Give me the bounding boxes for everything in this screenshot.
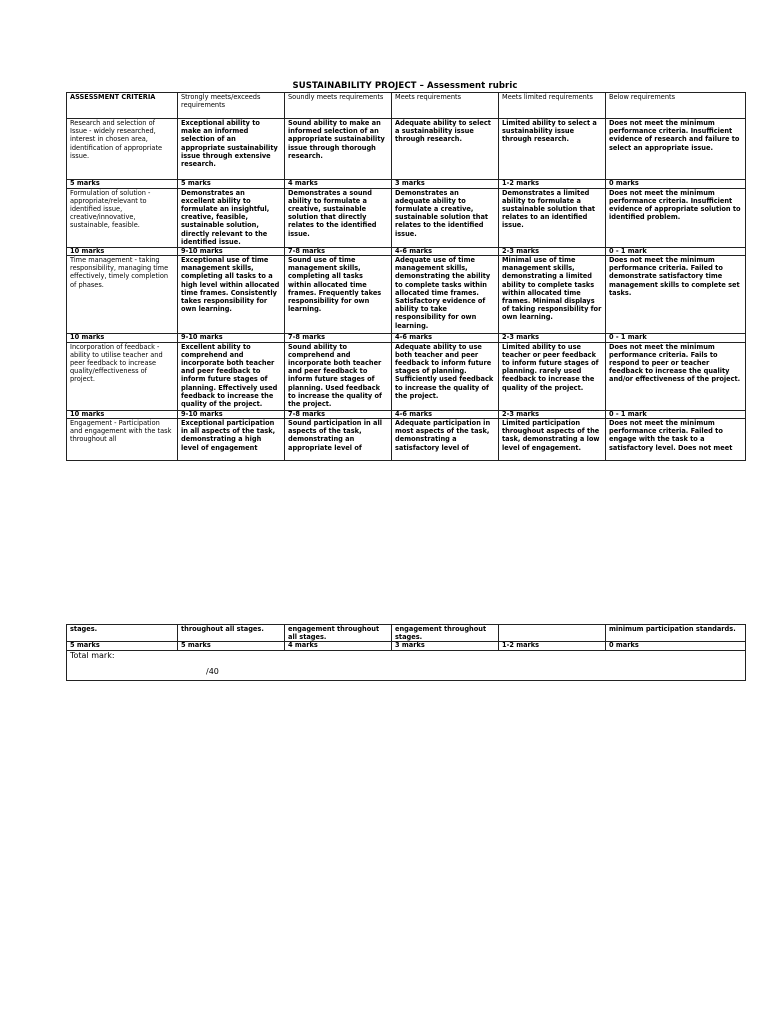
marks-cell: 0 - 1 mark [606,247,746,256]
descriptor-cell: Sound use of time management skills, completing all tasks within allocated time frames. Frequently takes responsibility for own learning. [285,256,392,334]
descriptor-cell: Limited ability to select a sustainability issue through research. [499,119,606,180]
descriptor-cell: Demonstrates an adequate ability to formulate a creative, sustainable solution that relates to the identified issue. [392,188,499,247]
descriptor-cell: Adequate use of time management skills, demonstrating the ability to complete tasks within allocated time frames. Satisfactory evidence of ability to take responsibility for own learning. [392,256,499,334]
marks-row [67,642,746,651]
descriptor-cell: Does not meet the minimum performance criteria. Fails to respond to peer or teacher feedback to increase the quality and/or effectiveness of the project. [606,342,746,410]
marks-cell: 5 marks [67,642,178,651]
marks-cell: 2-3 marks [499,410,606,419]
marks-row [67,334,746,343]
marks-cell: 5 marks [67,180,178,189]
descriptor-cell: Limited ability to use teacher or peer feedback to inform future stages of planning. rarely used feedback to increase the quality of the project. [499,342,606,410]
descriptor-cell: engagement throughout stages. [392,625,499,642]
descriptor-cell: Exceptional use of time management skills, completing all tasks to a high level within allocated time frames. Consistently takes responsibility for own learning. [178,256,285,334]
marks-cell: 4 marks [285,642,392,651]
descriptor-cell: Excellent ability to comprehend and incorporate both teacher and peer feedback to inform future stages of planning. Effectively used feedback to increase the quality of the project. [178,342,285,410]
descriptor-cell: Sound ability to make an informed selection of an appropriate sustainability issue through thorough research. [285,119,392,180]
header-cell: Meets requirements [392,93,499,119]
descriptor-cell: Exceptional participation in all aspects of the task, demonstrating a high level of engagement [178,419,285,461]
marks-cell: 7-8 marks [285,247,392,256]
marks-cell: 2-3 marks [499,247,606,256]
marks-cell: 2-3 marks [499,334,606,343]
header-row [67,93,746,119]
marks-cell: 9-10 marks [178,410,285,419]
descriptor-cell: Does not meet the minimum performance criteria. Failed to demonstrate satisfactory time management skills to complete set tasks. [606,256,746,334]
criterion-cell: Incorporation of feedback - ability to utilise teacher and peer feedback to increase quality/effectiveness of project. [67,342,178,410]
total-score: /40 [206,667,219,677]
criterion-cell: Engagement - Participation and engagement with the task throughout all [67,419,178,461]
marks-cell: 4-6 marks [392,334,499,343]
marks-cell: 1-2 marks [499,180,606,189]
descriptor-cell: Does not meet the minimum performance criteria. Insufficient evidence of research and failure to select an appropriate issue. [606,119,746,180]
criterion-cell: stages. [67,625,178,642]
marks-cell: 7-8 marks [285,410,392,419]
header-cell: ASSESSMENT CRITERIA [67,93,178,119]
criterion-cell: Research and selection of Issue - widely researched, interest in chosen area, identification of appropriate issue. [67,119,178,180]
marks-row [67,247,746,256]
marks-cell: 0 - 1 mark [606,334,746,343]
total-label: Total mark: [70,650,115,660]
rubric-table-continued [66,624,746,681]
marks-cell: 1-2 marks [499,642,606,651]
header-cell: Strongly meets/exceeds requirements [178,93,285,119]
descriptor-cell: throughout all stages. [178,625,285,642]
marks-cell: 5 marks [178,642,285,651]
criterion-row [67,188,746,247]
criterion-cell: Formulation of solution - appropriate/relevant to identified issue, creative/innovative, sustainable, feasible. [67,188,178,247]
descriptor-cell: minimum participation standards. [606,625,746,642]
descriptor-cell: Limited participation throughout aspects of the task, demonstrating a low level of engagement. [499,419,606,461]
marks-cell: 0 - 1 mark [606,410,746,419]
marks-cell: 4-6 marks [392,247,499,256]
marks-cell: 7-8 marks [285,334,392,343]
rubric-table [66,92,746,461]
criterion-row [67,342,746,410]
total-row [67,650,746,680]
descriptor-cell: engagement throughout all stages. [285,625,392,642]
descriptor-cell: Exceptional ability to make an informed selection of an appropriate sustainability issue through extensive research. [178,119,285,180]
header-cell: Meets limited requirements [499,93,606,119]
descriptor-cell: Adequate participation in most aspects of the task, demonstrating a satisfactory level of [392,419,499,461]
marks-cell: 3 marks [392,180,499,189]
marks-row [67,180,746,189]
criterion-row [67,119,746,180]
header-cell: Below requirements [606,93,746,119]
marks-cell: 5 marks [178,180,285,189]
marks-cell: 9-10 marks [178,247,285,256]
marks-cell: 4-6 marks [392,410,499,419]
criterion-row [67,256,746,334]
marks-cell: 10 marks [67,410,178,419]
marks-cell: 0 marks [606,180,746,189]
marks-cell: 10 marks [67,247,178,256]
descriptor-cell: Does not meet the minimum performance criteria. Failed to engage with the task to a satisfactory level. Does not meet [606,419,746,461]
marks-cell: 10 marks [67,334,178,343]
descriptor-cell: Demonstrates an excellent ability to formulate an insightful, creative, feasible, sustainable solution, directly relevant to the identified issue. [178,188,285,247]
total-cell [67,650,746,680]
descriptor-cell: Does not meet the minimum performance criteria. Insufficient evidence of appropriate solution to identified problem. [606,188,746,247]
descriptor-cell: Minimal use of time management skills, demonstrating a limited ability to complete tasks within allocated time frames. Minimal displays of taking responsibility for own learning. [499,256,606,334]
marks-cell: 3 marks [392,642,499,651]
marks-cell: 4 marks [285,180,392,189]
header-cell: Soundly meets requirements [285,93,392,119]
criterion-cell: Time management - taking responsibility, managing time effectively, timely completion of phases. [67,256,178,334]
descriptor-cell: Adequate ability to use both teacher and peer feedback to inform future stages of planning. Sufficiently used feedback to increase the quality of the project. [392,342,499,410]
descriptor-cell: Sound participation in all aspects of the task, demonstrating an appropriate level of [285,419,392,461]
descriptor-cell [499,625,606,642]
criterion-row [67,625,746,642]
descriptor-cell: Adequate ability to select a sustainability issue through research. [392,119,499,180]
criterion-row [67,419,746,461]
rubric-title: SUSTAINABILITY PROJECT – Assessment rubric [292,81,518,91]
marks-row [67,410,746,419]
descriptor-cell: Sound ability to comprehend and incorporate both teacher and peer feedback to inform future stages of planning. Used feedback to increase the quality of the project. [285,342,392,410]
descriptor-cell: Demonstrates a sound ability to formulate a creative, sustainable solution that directly relates to the identified issue. [285,188,392,247]
marks-cell: 9-10 marks [178,334,285,343]
marks-cell: 0 marks [606,642,746,651]
descriptor-cell: Demonstrates a limited ability to formulate a sustainable solution that relates to an identified issue. [499,188,606,247]
